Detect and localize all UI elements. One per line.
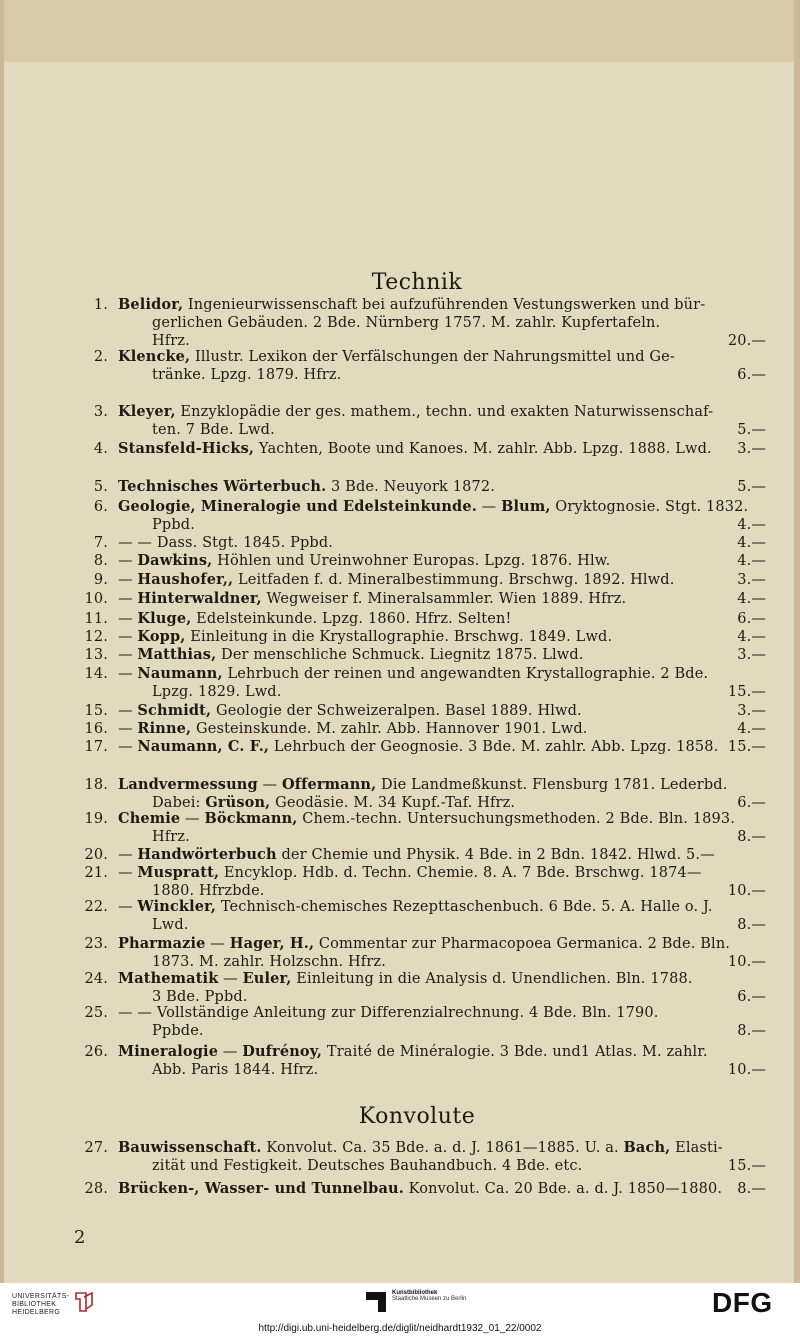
entry-number: 28. bbox=[84, 1181, 108, 1197]
entry-number: 17. bbox=[84, 739, 108, 755]
entry-author: Technisches Wörterbuch. bbox=[118, 478, 327, 495]
entry-line bbox=[80, 440, 766, 458]
entry-text: Enzyklopädie der ges. mathem., techn. und exakten Naturwissenschaf- bbox=[175, 404, 714, 420]
entry-number: 12. bbox=[84, 629, 108, 645]
entry-text: der Chemie und Physik. 4 Bde. in 2 Bdn. 1842. Hlwd. 5.— bbox=[276, 847, 715, 863]
dfg-logo[interactable]: DFG bbox=[712, 1287, 773, 1318]
entry-price: 4.— bbox=[737, 535, 766, 551]
entry-price: 4.— bbox=[737, 591, 766, 607]
entry-text: — bbox=[205, 936, 230, 952]
entry-price: 15.— bbox=[727, 684, 766, 700]
catalog-entry bbox=[80, 1043, 766, 1079]
entry-text: — bbox=[118, 703, 138, 719]
entry-text: Encyklop. Hdb. d. Techn. Chemie. 8. A. 7 Bde. Brschwg. 1874— bbox=[219, 865, 702, 881]
entry-number: 15. bbox=[84, 703, 108, 719]
entry-line bbox=[80, 935, 766, 953]
entry-line bbox=[80, 1004, 766, 1022]
entry-text: Ingenieurwissenschaft bei aufzuführenden Vestungswerken und bür- bbox=[183, 297, 706, 313]
entry-text: Abb. Paris 1844. Hfrz. bbox=[152, 1062, 319, 1078]
entry-number: 19. bbox=[84, 811, 108, 827]
entry-number: 24. bbox=[84, 971, 108, 987]
source-url[interactable]: http://digi.ub.uni-heidelberg.de/diglit/neidhardt1932_01_22/0002 bbox=[258, 1323, 542, 1334]
entry-text: — bbox=[118, 847, 138, 863]
catalog-entry bbox=[80, 1139, 766, 1175]
entry-line bbox=[80, 628, 766, 646]
entry-text: — — Dass. Stgt. 1845. Ppbd. bbox=[118, 535, 334, 551]
entry-author: Blum, bbox=[501, 498, 551, 515]
kunstbibliothek-icon bbox=[366, 1292, 386, 1312]
entry-price: 3.— bbox=[737, 647, 766, 663]
entry-text: Traité de Minéralogie. 3 Bde. und1 Atlas. M. zahlr. bbox=[322, 1044, 708, 1060]
catalog-entry bbox=[80, 665, 766, 701]
entry-text: Einleitung in die Analysis d. Unendlichen. Bln. 1788. bbox=[291, 971, 693, 987]
entry-price: 6.— bbox=[737, 367, 766, 383]
entry-line bbox=[80, 683, 766, 701]
entry-text: Lehrbuch der reinen und angewandten Krystallographie. 2 Bde. bbox=[222, 666, 709, 682]
entry-author: Haushofer,, bbox=[137, 571, 234, 588]
entry-text: Konvolut. Ca. 20 Bde. a. d. J. 1850—1880. bbox=[403, 1181, 723, 1197]
entry-number: 8. bbox=[93, 553, 108, 569]
entry-text: 3 Bde. Neuyork 1872. bbox=[326, 479, 495, 495]
entry-price: 5.— bbox=[737, 422, 766, 438]
entry-line bbox=[80, 953, 766, 971]
catalog-entry bbox=[80, 846, 766, 864]
entry-line bbox=[80, 314, 766, 332]
catalog-entry bbox=[80, 1180, 766, 1198]
catalog-entry bbox=[80, 590, 766, 608]
entry-text: — bbox=[118, 572, 138, 588]
entry-line bbox=[80, 498, 766, 516]
catalog-entry bbox=[80, 810, 766, 846]
digitization-footer bbox=[0, 1283, 800, 1337]
catalog-entry bbox=[80, 296, 766, 350]
entry-number: 5. bbox=[93, 479, 108, 495]
entry-price: 4.— bbox=[737, 553, 766, 569]
entry-author: Chemie bbox=[118, 810, 181, 827]
entry-price: 3.— bbox=[737, 572, 766, 588]
entry-number: 14. bbox=[84, 666, 108, 682]
catalog-entry bbox=[80, 552, 766, 570]
entry-line bbox=[80, 970, 766, 988]
entry-text: Edelsteinkunde. Lpzg. 1860. Hfrz. Selten! bbox=[191, 611, 512, 627]
entry-author: Schmidt, bbox=[137, 702, 212, 719]
entry-price: 6.— bbox=[737, 795, 766, 811]
entry-text: Hfrz. bbox=[152, 333, 190, 349]
entry-price: 4.— bbox=[737, 629, 766, 645]
entry-text: Illustr. Lexikon der Verfälschungen der Nahrungsmittel und Ge- bbox=[190, 349, 675, 365]
entry-author: Naumann, C. F., bbox=[137, 738, 270, 755]
entry-text: — — Vollständige Anleitung zur Differenzialrechnung. 4 Bde. Bln. 1790. bbox=[118, 1005, 659, 1021]
entry-text: — bbox=[257, 777, 282, 793]
entry-number: 11. bbox=[84, 611, 108, 627]
entry-line bbox=[80, 403, 766, 421]
catalog-entry bbox=[80, 478, 766, 496]
catalog-entry bbox=[80, 702, 766, 720]
entry-author: Hinterwaldner, bbox=[137, 590, 262, 607]
catalog-entry bbox=[80, 935, 766, 971]
entry-text: Wegweiser f. Mineralsammler. Wien 1889. Hfrz. bbox=[261, 591, 627, 607]
entry-author: Pharmazie bbox=[118, 935, 206, 952]
entry-number: 20. bbox=[84, 847, 108, 863]
entry-text: — bbox=[118, 739, 138, 755]
entry-author: Kopp, bbox=[137, 628, 186, 645]
entry-text: Gesteinskunde. M. zahlr. Abb. Hannover 1901. Lwd. bbox=[191, 721, 588, 737]
entry-text: Konvolut. Ca. 35 Bde. a. d. J. 1861—1885. U. a. bbox=[261, 1140, 624, 1156]
catalog-entry bbox=[80, 628, 766, 646]
page-number: 2 bbox=[74, 1227, 86, 1248]
entry-price: 6.— bbox=[737, 989, 766, 1005]
entry-line bbox=[80, 898, 766, 916]
catalog-entry bbox=[80, 646, 766, 664]
entry-price: 8.— bbox=[737, 917, 766, 933]
entry-line bbox=[80, 720, 766, 738]
entry-price: 8.— bbox=[737, 1023, 766, 1039]
entry-line bbox=[80, 864, 766, 882]
catalog-entry bbox=[80, 534, 766, 552]
entry-price: 8.— bbox=[737, 829, 766, 845]
entry-line bbox=[80, 702, 766, 720]
entry-author: Winckler, bbox=[137, 898, 217, 915]
entry-line bbox=[80, 571, 766, 589]
catalog-entry bbox=[80, 864, 766, 900]
entry-price: 4.— bbox=[737, 721, 766, 737]
entry-author: Stansfeld-Hicks, bbox=[118, 440, 255, 457]
entry-text: — bbox=[118, 629, 138, 645]
entry-number: 6. bbox=[93, 499, 108, 515]
entry-author: Mathematik bbox=[118, 970, 219, 987]
entry-text: — bbox=[218, 971, 243, 987]
entry-text: Die Landmeßkunst. Flensburg 1781. Lederbd. bbox=[376, 777, 728, 793]
entry-text: Oryktognosie. Stgt. 1832. bbox=[550, 499, 749, 515]
entry-number: 21. bbox=[84, 865, 108, 881]
entry-text: — bbox=[118, 899, 138, 915]
entry-line bbox=[80, 776, 766, 794]
entry-text: Lwd. bbox=[152, 917, 189, 933]
entry-author: Dawkins, bbox=[137, 552, 213, 569]
entry-number: 25. bbox=[84, 1005, 108, 1021]
entry-author: Offermann, bbox=[281, 776, 377, 793]
university-line: BIBLIOTHEK bbox=[12, 1301, 57, 1308]
entry-text: Lpzg. 1829. Lwd. bbox=[152, 684, 282, 700]
entry-line bbox=[80, 421, 766, 439]
entry-line bbox=[80, 1157, 766, 1175]
entry-text: — bbox=[118, 721, 138, 737]
entry-number: 27. bbox=[84, 1140, 108, 1156]
entry-text: Chem.-techn. Untersuchungsmethoden. 2 Bde. Bln. 1893. bbox=[297, 811, 736, 827]
catalog-entry bbox=[80, 403, 766, 439]
entry-number: 16. bbox=[84, 721, 108, 737]
entry-author: Bauwissenschaft. bbox=[118, 1139, 262, 1156]
entry-line bbox=[80, 916, 766, 934]
university-logo-icon bbox=[74, 1291, 94, 1313]
entry-author: Hager, H., bbox=[229, 935, 315, 952]
entry-text: Einleitung in die Krystallographie. Brschwg. 1849. Lwd. bbox=[185, 629, 613, 645]
entry-author: Mineralogie bbox=[118, 1043, 219, 1060]
entry-text: Commentar zur Pharmacopoea Germanica. 2 Bde. Bln. bbox=[314, 936, 731, 952]
entry-number: 13. bbox=[84, 647, 108, 663]
entry-author: Böckmann, bbox=[204, 810, 298, 827]
entry-number: 18. bbox=[84, 777, 108, 793]
entry-text: Der menschliche Schmuck. Liegnitz 1875. Llwd. bbox=[216, 647, 584, 663]
catalog-entry bbox=[80, 348, 766, 384]
entry-line bbox=[80, 366, 766, 384]
entry-line bbox=[80, 1061, 766, 1079]
kunstbibliothek-subtitle: Staatliche Museen zu Berlin bbox=[392, 1296, 467, 1302]
entry-text: gerlichen Gebäuden. 2 Bde. Nürnberg 1757. M. zahlr. Kupfertafeln. bbox=[152, 315, 661, 331]
entry-text: — bbox=[218, 1044, 243, 1060]
entry-line bbox=[80, 348, 766, 366]
entry-line bbox=[80, 1022, 766, 1040]
entry-text: — bbox=[118, 647, 138, 663]
entry-line bbox=[80, 478, 766, 496]
entry-author: Bach, bbox=[623, 1139, 671, 1156]
catalog-entry bbox=[80, 738, 766, 756]
entry-text: — bbox=[118, 666, 138, 682]
entry-text: Elasti- bbox=[670, 1140, 723, 1156]
entry-price: 6.— bbox=[737, 611, 766, 627]
catalog-entry bbox=[80, 498, 766, 534]
catalog-entry bbox=[80, 970, 766, 1006]
kunstbibliothek-name: Kunstbibliothek bbox=[392, 1290, 438, 1296]
entry-number: 4. bbox=[93, 441, 108, 457]
entry-line bbox=[80, 1180, 766, 1198]
entry-text: Lehrbuch der Geognosie. 3 Bde. M. zahlr. Abb. Lpzg. 1858. bbox=[269, 739, 719, 755]
entry-author: Rinne, bbox=[137, 720, 192, 737]
university-line: UNIVERSITÄTS- bbox=[12, 1293, 70, 1300]
entry-text: 1873. M. zahlr. Holzschn. Hfrz. bbox=[152, 954, 386, 970]
entry-author: Naumann, bbox=[137, 665, 223, 682]
section-title-konvolute: Konvolute bbox=[358, 1104, 476, 1129]
entry-price: 4.— bbox=[737, 517, 766, 533]
entry-number: 9. bbox=[93, 572, 108, 588]
entry-number: 23. bbox=[84, 936, 108, 952]
entry-text: Hfrz. bbox=[152, 829, 190, 845]
section-title-technik: Technik bbox=[371, 270, 463, 295]
entry-text: Höhlen und Ureinwohner Europas. Lpzg. 1876. Hlw. bbox=[212, 553, 611, 569]
entry-line bbox=[80, 738, 766, 756]
entry-number: 22. bbox=[84, 899, 108, 915]
entry-line bbox=[80, 1043, 766, 1061]
entry-line bbox=[80, 846, 766, 864]
entry-line bbox=[80, 810, 766, 828]
entry-line bbox=[80, 665, 766, 683]
entry-number: 3. bbox=[93, 404, 108, 420]
entry-text: Geologie der Schweizeralpen. Basel 1889. Hlwd. bbox=[211, 703, 582, 719]
entry-number: 1. bbox=[93, 297, 108, 313]
university-line: HEIDELBERG bbox=[12, 1309, 61, 1316]
catalog-entry bbox=[80, 571, 766, 589]
entry-price: 10.— bbox=[727, 954, 766, 970]
entry-line bbox=[80, 610, 766, 628]
catalog-entry bbox=[80, 898, 766, 934]
entry-text: Technisch-chemisches Rezepttaschenbuch. 6 Bde. 5. A. Halle o. J. bbox=[216, 899, 713, 915]
entry-text: ten. 7 Bde. Lwd. bbox=[152, 422, 275, 438]
entry-author: Landvermessung bbox=[118, 776, 258, 793]
university-library-label bbox=[12, 1293, 69, 1317]
entry-author: Kleyer, bbox=[118, 403, 176, 420]
entry-price: 8.— bbox=[737, 1181, 766, 1197]
entry-number: 26. bbox=[84, 1044, 108, 1060]
entry-price: 20.— bbox=[727, 333, 766, 349]
entry-line bbox=[80, 646, 766, 664]
catalog-entry bbox=[80, 440, 766, 458]
entry-text: Dabei: bbox=[152, 795, 206, 811]
entry-price: 15.— bbox=[727, 1158, 766, 1174]
entry-author: Geologie, Mineralogie und Edelsteinkunde. bbox=[118, 498, 477, 515]
entry-text: Ppbd. bbox=[152, 517, 195, 533]
entry-number: 10. bbox=[84, 591, 108, 607]
entry-price: 3.— bbox=[737, 703, 766, 719]
entry-line bbox=[80, 516, 766, 534]
entry-price: 3.— bbox=[737, 441, 766, 457]
entry-line bbox=[80, 1139, 766, 1157]
entry-number: 7. bbox=[93, 535, 108, 551]
entry-text: — bbox=[118, 865, 138, 881]
entry-text: Leitfaden f. d. Mineralbestimmung. Brschwg. 1892. Hlwd. bbox=[233, 572, 675, 588]
entry-author: Euler, bbox=[242, 970, 292, 987]
entry-line bbox=[80, 296, 766, 314]
catalog-entry bbox=[80, 720, 766, 738]
entry-author: Grüson, bbox=[205, 794, 271, 811]
entry-price: 10.— bbox=[727, 1062, 766, 1078]
entry-text: — bbox=[118, 591, 138, 607]
entry-text: zität und Festigkeit. Deutsches Bauhandbuch. 4 Bde. etc. bbox=[152, 1158, 583, 1174]
entry-author: Dufrénoy, bbox=[242, 1043, 323, 1060]
catalog-entry bbox=[80, 610, 766, 628]
entry-price: 15.— bbox=[727, 739, 766, 755]
catalog-entry bbox=[80, 1004, 766, 1040]
catalog-entry bbox=[80, 776, 766, 812]
entry-author: Handwörterbuch bbox=[137, 846, 277, 863]
entry-text: Ppbde. bbox=[152, 1023, 204, 1039]
entry-text: Geodäsie. M. 34 Kupf.-Taf. Hfrz. bbox=[270, 795, 516, 811]
entry-line bbox=[80, 534, 766, 552]
entry-text: 3 Bde. Ppbd. bbox=[152, 989, 248, 1005]
entry-text: 1880. Hfrzbde. bbox=[152, 883, 265, 899]
entry-line bbox=[80, 552, 766, 570]
entry-line bbox=[80, 590, 766, 608]
entry-price: 10.— bbox=[727, 883, 766, 899]
entry-text: tränke. Lpzg. 1879. Hfrz. bbox=[152, 367, 342, 383]
entry-author: Klencke, bbox=[118, 348, 191, 365]
entry-text: — bbox=[118, 611, 138, 627]
entry-text: — bbox=[180, 811, 205, 827]
entry-author: Matthias, bbox=[137, 646, 217, 663]
entry-number: 2. bbox=[93, 349, 108, 365]
entry-author: Belidor, bbox=[118, 296, 184, 313]
entry-price: 5.— bbox=[737, 479, 766, 495]
entry-text: Yachten, Boote und Kanoes. M. zahlr. Abb. Lpzg. 1888. Lwd. bbox=[254, 441, 712, 457]
entry-line bbox=[80, 828, 766, 846]
entry-author: Brücken-, Wasser- und Tunnelbau. bbox=[118, 1180, 404, 1197]
entry-author: Muspratt, bbox=[137, 864, 220, 881]
entry-author: Kluge, bbox=[137, 610, 192, 627]
entry-text: — bbox=[476, 499, 502, 515]
entry-text: — bbox=[118, 553, 138, 569]
